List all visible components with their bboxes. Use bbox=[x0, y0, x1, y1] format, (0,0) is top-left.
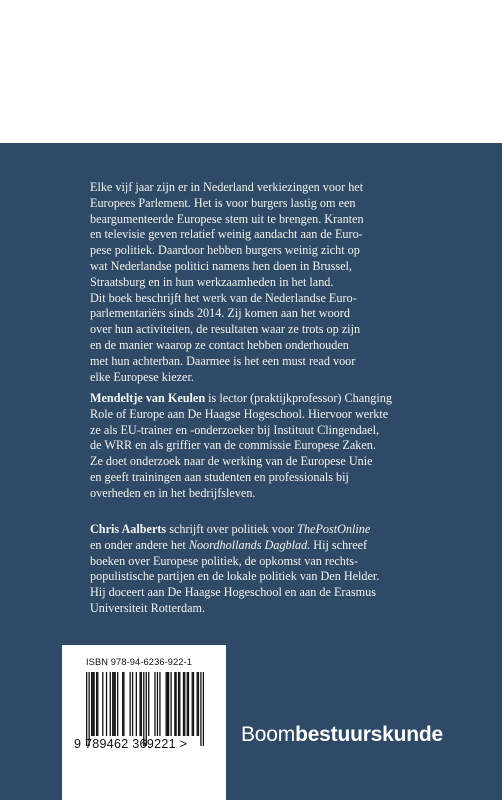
barcode-digits: 9 789462 369221 > bbox=[74, 737, 188, 751]
barcode-bar bbox=[165, 672, 166, 736]
isbn-label: ISBN 978-94-6236-922-1 bbox=[86, 657, 193, 667]
barcode-bar bbox=[96, 672, 97, 736]
barcode-bar bbox=[97, 672, 98, 736]
bio-line: ze als EU-trainer en -onderzoeker bij Instituut Clingendael, bbox=[90, 422, 380, 437]
publisher-logo bbox=[241, 723, 443, 747]
barcode-bar bbox=[91, 672, 92, 736]
barcode-bar bbox=[200, 672, 201, 746]
barcode-bar bbox=[129, 672, 130, 736]
barcode-bar bbox=[178, 672, 179, 736]
author-name: Chris Aalberts bbox=[90, 522, 167, 536]
author-bio-van-keulen bbox=[90, 391, 420, 502]
barcode-bar bbox=[193, 672, 194, 736]
barcode-bar bbox=[86, 672, 87, 746]
blurb-line: met hun achterban. Daarmee is het een must read voor bbox=[90, 353, 356, 368]
blurb-line: over hun activiteiten, de resultaten waar ze trots op zijn bbox=[90, 322, 361, 337]
blurb-line: Europees Parlement. Het is voor burgers lastig om een bbox=[90, 195, 356, 210]
bio-text: en onder andere het bbox=[90, 537, 189, 552]
barcode-bar bbox=[157, 672, 158, 736]
author-name: Mendeltje van Keulen bbox=[90, 391, 206, 405]
barcode-bar bbox=[174, 672, 175, 736]
bio-line: boeken over Europese politiek, de opkomst van rechts- bbox=[90, 553, 359, 568]
logo-bestuurskunde: bestuurskunde bbox=[295, 723, 443, 746]
barcode-bar bbox=[192, 672, 193, 736]
barcode-bar bbox=[168, 672, 169, 736]
bio-line bbox=[90, 538, 420, 554]
barcode-bar bbox=[203, 672, 204, 746]
blurb-line: parlementariërs sinds 2014. Zij komen aan het woord bbox=[90, 306, 350, 321]
barcode bbox=[86, 672, 204, 746]
barcode-bar bbox=[159, 672, 160, 736]
bio-line: Hij doceert aan De Haagse Hogeschool en aan de Erasmus bbox=[90, 585, 376, 600]
barcode-bar bbox=[106, 672, 107, 736]
barcode-bar bbox=[139, 672, 140, 736]
barcode-bar bbox=[92, 672, 93, 736]
barcode-bar bbox=[198, 672, 199, 736]
barcode-bar bbox=[113, 672, 114, 736]
publication-name: ThePostOnline bbox=[297, 522, 371, 536]
barcode-bar bbox=[187, 672, 188, 736]
barcode-bar bbox=[188, 672, 189, 736]
barcode-bar bbox=[141, 672, 142, 736]
barcode-bar bbox=[112, 672, 113, 736]
barcode-bar bbox=[136, 672, 137, 736]
blurb-line: beargumenteerde Europese stem uit te brengen. Kranten bbox=[90, 211, 364, 226]
barcode-bar bbox=[175, 672, 176, 736]
barcode-bar bbox=[117, 672, 118, 736]
bio-line: overheden en in het bedrijfsleven. bbox=[90, 485, 256, 500]
barcode-bar bbox=[154, 672, 155, 736]
bio-line: en geeft trainingen aan studenten en professionals bij bbox=[90, 469, 349, 484]
bio-line bbox=[90, 391, 420, 407]
barcode-bar bbox=[93, 672, 94, 736]
barcode-box bbox=[62, 645, 226, 800]
bio-line: de WRR en als griffier van de commissie Europese Zaken. bbox=[90, 438, 376, 453]
barcode-bar bbox=[102, 672, 103, 736]
bio-line bbox=[90, 522, 420, 538]
blurb-line: pese politiek. Daardoor hebben burgers weinig zicht op bbox=[90, 243, 360, 258]
bio-text: is lector (praktijkprofessor) Changing bbox=[205, 391, 392, 405]
barcode-bar bbox=[148, 672, 149, 736]
bio-line: populistische partijen en de lokale politiek van Den Helder. bbox=[90, 569, 380, 584]
barcode-bar bbox=[132, 672, 133, 736]
bio-text: Hij schreef bbox=[310, 537, 368, 552]
barcode-bar bbox=[183, 672, 184, 736]
blurb-line: en televisie geven relatief weinig aandacht aan de Euro- bbox=[90, 227, 363, 242]
barcode-bar bbox=[115, 672, 116, 736]
barcode-bar bbox=[184, 672, 185, 736]
author-bio-aalberts bbox=[90, 522, 420, 617]
blurb-line: Elke vijf jaar zijn er in Nederland verkiezingen voor het bbox=[90, 180, 364, 194]
blurb-paragraph bbox=[90, 180, 420, 385]
blurb-line: Straatsburg en in hun werkzaamheden in het land. bbox=[90, 274, 334, 289]
logo-boom: Boom bbox=[241, 723, 296, 746]
barcode-bar bbox=[88, 672, 89, 746]
blurb-line: Dit boek beschrijft het werk van de Nederlandse Euro- bbox=[90, 290, 357, 305]
barcode-bar bbox=[179, 672, 180, 736]
bio-line: Role of Europe aan De Haagse Hogeschool. Hiervoor werkte bbox=[90, 406, 389, 421]
publication-name: Noordhollands Dagblad. bbox=[188, 537, 311, 552]
barcode-bar bbox=[167, 672, 168, 736]
barcode-bar bbox=[197, 672, 198, 736]
barcode-bar bbox=[170, 672, 171, 736]
barcode-bar bbox=[143, 672, 144, 746]
bio-line: Ze doet onderzoek naar de werking van de Europese Unie bbox=[90, 454, 373, 469]
barcode-bar bbox=[146, 672, 147, 746]
bio-text: schrijft over politiek voor bbox=[166, 522, 298, 536]
barcode-bar bbox=[110, 672, 111, 736]
blurb-line: wat Nederlandse politici namens hen doen in Brussel, bbox=[90, 258, 352, 273]
barcode-bar bbox=[123, 672, 124, 736]
top-white-band bbox=[0, 0, 502, 143]
blurb-line: elke Europese kiezer. bbox=[90, 369, 194, 384]
barcode-bar bbox=[122, 672, 123, 736]
blurb-line: en de manier waarop ze contact hebben onderhouden bbox=[90, 337, 349, 352]
bio-line: Universiteit Rotterdam. bbox=[90, 600, 206, 615]
